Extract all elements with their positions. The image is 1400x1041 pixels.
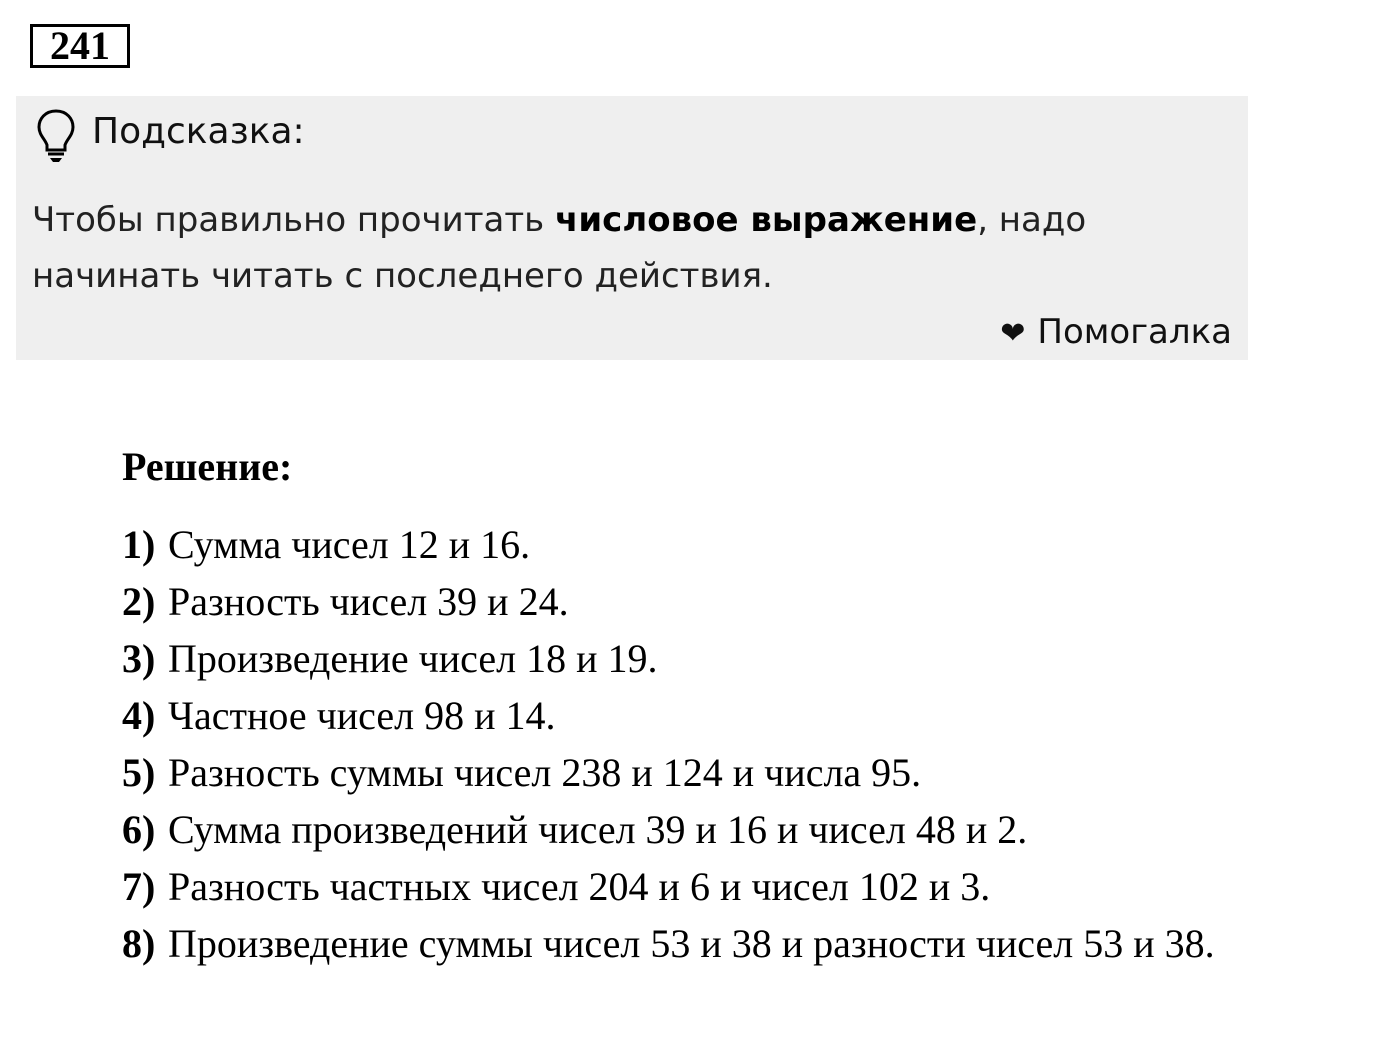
list-item xyxy=(122,687,1372,744)
hint-text-bold: числовое выражение xyxy=(555,200,978,240)
hint-title: Подсказка: xyxy=(92,111,305,152)
step-text: Произведение суммы чисел 53 и 38 и разности чисел 53 и 38. xyxy=(168,921,1215,966)
hint-text-before: Чтобы правильно прочитать xyxy=(32,200,556,240)
list-item xyxy=(122,915,1372,972)
step-text: Разность суммы чисел 238 и 124 и числа 95. xyxy=(168,750,922,795)
list-item xyxy=(122,630,1372,687)
step-text: Частное чисел 98 и 14. xyxy=(168,693,556,738)
step-number: 5) xyxy=(122,750,156,795)
list-item xyxy=(122,573,1372,630)
list-item xyxy=(122,858,1372,915)
credit xyxy=(1000,308,1232,358)
hint-text-after: , надо начинать читать с последнего действия. xyxy=(32,200,1087,296)
lightbulb-icon xyxy=(36,108,76,169)
step-number: 7) xyxy=(122,864,156,909)
step-text: Сумма произведений чисел 39 и 16 и чисел 48 и 2. xyxy=(168,807,1028,852)
step-number: 4) xyxy=(122,693,156,738)
step-text: Разность чисел 39 и 24. xyxy=(168,579,569,624)
list-item xyxy=(122,516,1372,573)
step-number: 8) xyxy=(122,921,156,966)
step-text: Сумма чисел 12 и 16. xyxy=(168,522,531,567)
step-number: 3) xyxy=(122,636,156,681)
step-text: Разность частных чисел 204 и 6 и чисел 102 и 3. xyxy=(168,864,991,909)
credit-label: Помогалка xyxy=(1037,312,1232,352)
list-item xyxy=(122,801,1372,858)
step-number: 2) xyxy=(122,579,156,624)
list-item xyxy=(122,744,1372,801)
hint-text xyxy=(32,192,1182,304)
heart-icon: ❤ xyxy=(1000,316,1026,351)
step-number: 6) xyxy=(122,807,156,852)
step-number: 1) xyxy=(122,522,156,567)
task-number: 241 xyxy=(30,24,130,68)
solution-steps xyxy=(122,516,1372,972)
solution-title: Решение: xyxy=(122,444,293,489)
step-text: Произведение чисел 18 и 19. xyxy=(168,636,658,681)
hint-box xyxy=(16,96,1248,360)
